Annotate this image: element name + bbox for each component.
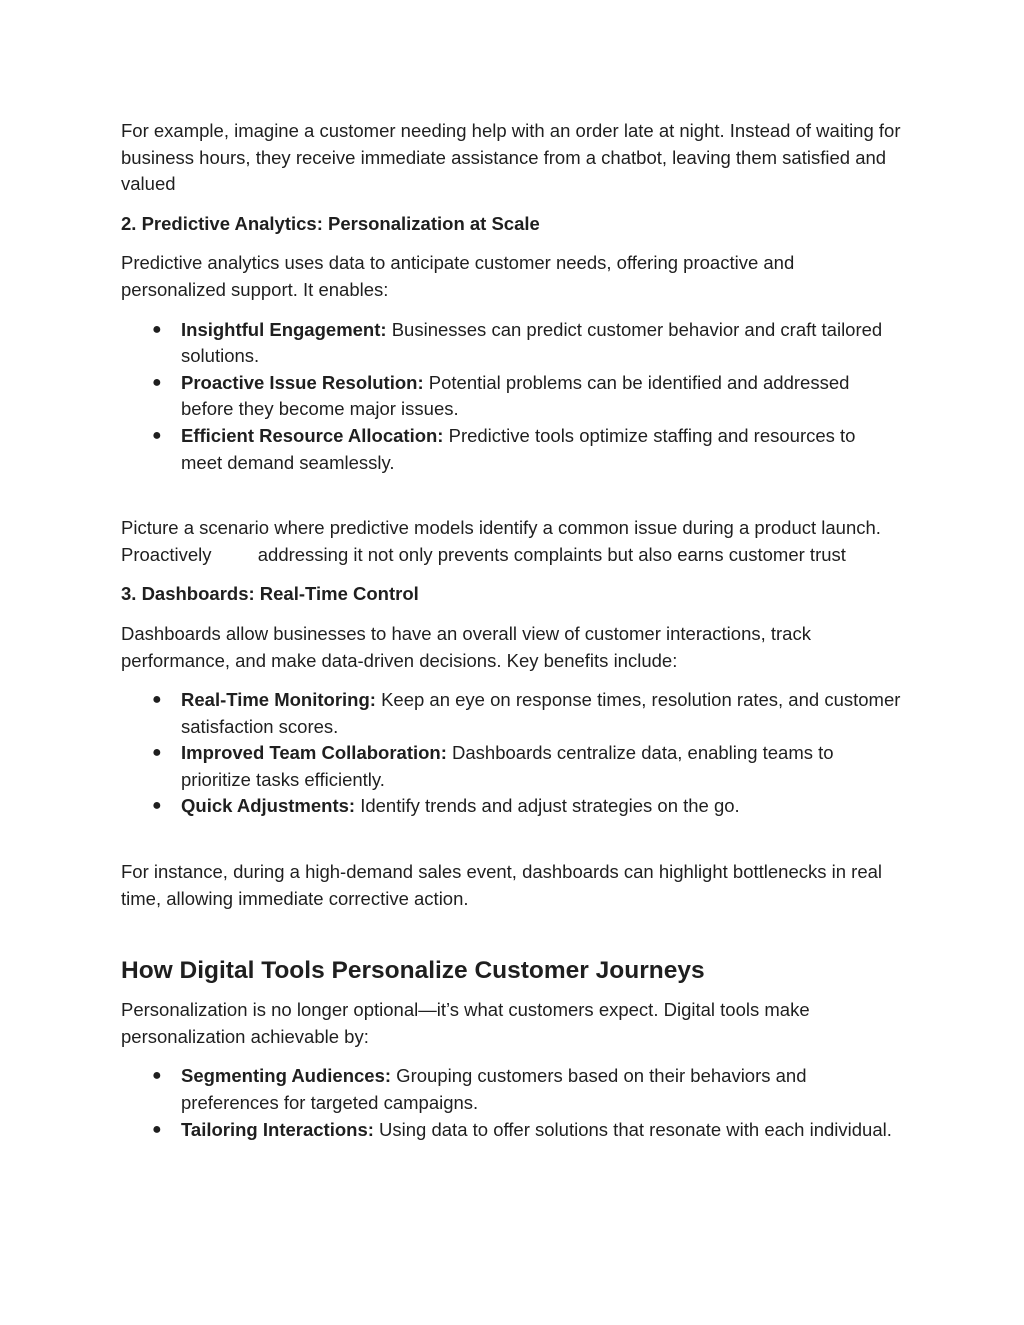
list-item [152, 317, 901, 370]
bullet-term: Proactive Issue Resolution: [181, 371, 424, 393]
bullet-term: Improved Team Collaboration: [181, 742, 447, 764]
bullet-text: Predictive tools optimize staffing and resources to meet demand seamlessly. [181, 424, 856, 473]
predictive-bullet-list [121, 317, 901, 477]
dashboards-intro: Dashboards allow businesses to have an overall view of customer interactions, track performance, and make data-driven decisions. Key benefits include: [121, 622, 811, 671]
predictive-intro: Predictive analytics uses data to anticipate customer needs, offering proactive and personalized support. It enables: [121, 252, 795, 300]
dashboards-example: For instance, during a high-demand sales event, dashboards can highlight bottlenecks in real time, allowing immediate corrective action. [121, 861, 883, 909]
list-item [152, 423, 901, 476]
list-item [152, 793, 901, 820]
intro-paragraph: For example, imagine a customer needing help with an order late at night. Instead of waiting for business hours, they receive immediate assistance from a chatbot, leaving them satisfied and valued [121, 120, 901, 195]
bullet-text: Businesses can predict customer behavior and craft tailored solutions. [181, 318, 883, 367]
bullet-icon: ● [152, 797, 162, 815]
bullet-icon: ● [152, 426, 162, 444]
bullet-term: Tailoring Interactions: [181, 1118, 374, 1140]
list-item [152, 1117, 901, 1144]
document-page [121, 118, 901, 1156]
bullet-term: Efficient Resource Allocation: [181, 424, 444, 446]
bullet-icon: ● [152, 1120, 162, 1138]
bullet-text: Dashboards centralize data, enabling teams to prioritize tasks efficiently. [181, 742, 834, 790]
bullet-icon: ● [152, 1067, 162, 1085]
bullet-text: Using data to offer solutions that resonate with each individual. [373, 1118, 892, 1140]
section-heading: How Digital Tools Personalize Customer Journeys [121, 957, 705, 985]
bullet-text: Potential problems can be identified and addressed before they become major issues. [181, 371, 850, 420]
list-item [152, 1063, 901, 1116]
bullet-icon: ● [152, 320, 162, 338]
list-item [152, 370, 901, 423]
list-item [152, 687, 901, 740]
bullet-term: Segmenting Audiences: [181, 1065, 392, 1087]
personalize-intro: Personalization is no longer optional—it’s what customers expect. Digital tools make personalization achievable by: [121, 999, 810, 1047]
predictive-heading: 2. Predictive Analytics: Personalization at Scale [121, 212, 540, 234]
dashboards-bullet-list [121, 687, 901, 820]
bullet-icon: ● [152, 744, 162, 762]
spacer [121, 489, 901, 515]
bullet-icon: ● [152, 691, 162, 709]
bullet-term: Quick Adjustments: [181, 795, 356, 817]
bullet-text: Identify trends and adjust strategies on the go. [355, 795, 740, 817]
bullet-icon: ● [152, 373, 162, 391]
spacer [121, 925, 901, 955]
bullet-text: Grouping customers based on their behaviors and preferences for targeted campaigns. [181, 1065, 807, 1114]
predictive-example: Picture a scenario where predictive models identify a common issue during a product launch. Proactively addressing it not only prevents complaints but also earns customer trust [121, 517, 887, 565]
bullet-text: Keep an eye on response times, resolution rates, and customer satisfaction scores. [181, 689, 901, 737]
personalize-bullet-list [121, 1063, 901, 1143]
spacer [121, 833, 901, 859]
bullet-term: Real-Time Monitoring: [181, 689, 376, 711]
bullet-term: Insightful Engagement: [181, 318, 387, 340]
list-item [152, 740, 901, 793]
dashboards-heading: 3. Dashboards: Real-Time Control [121, 583, 419, 605]
